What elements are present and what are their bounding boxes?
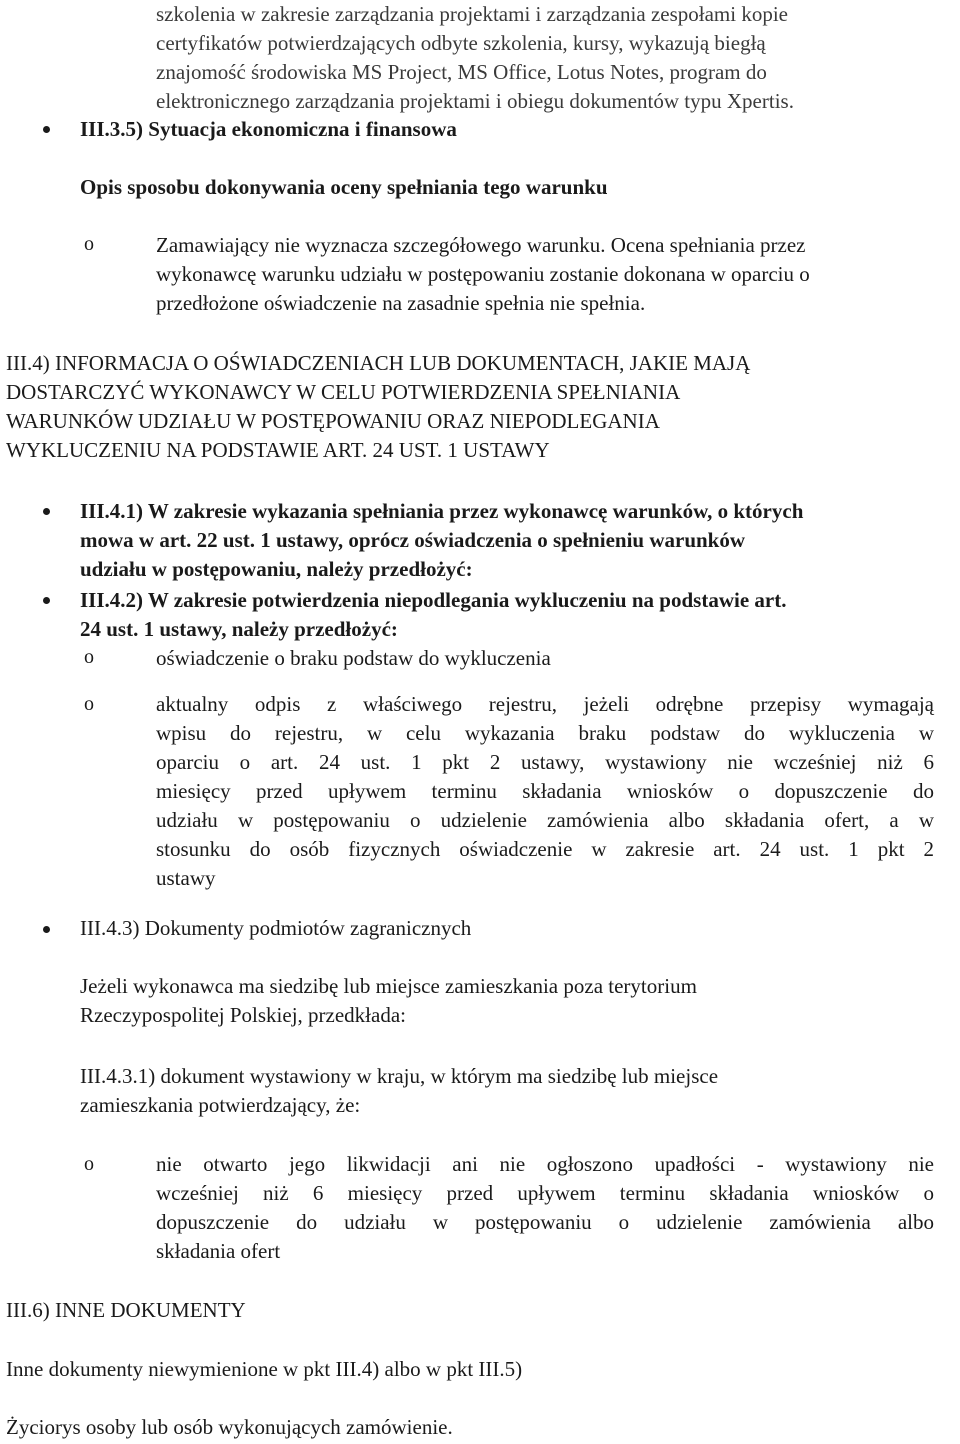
- section-subheading: Opis sposobu dokonywania oceny spełniania tego warunku: [80, 175, 608, 199]
- para-line: 24 ust. 1 ustawy, należy przedłożyć:: [80, 617, 398, 641]
- para-line: zamieszkania potwierdzający, że:: [80, 1093, 361, 1117]
- section-III-3-5-item: [156, 231, 936, 318]
- heading-line: WYKLUCZENIU NA PODSTAWIE ART. 24 UST. 1 USTAWY: [6, 438, 550, 462]
- section-III-6-line-1: Inne dokumenty niewymienione w pkt III.4) albo w pkt III.5): [6, 1357, 523, 1381]
- intro-line: szkolenia w zakresie zarządzania projektami i zarządzania zespołami kopie: [156, 2, 788, 26]
- section-III-6-line-2: Życiorys osoby lub osób wykonujących zamówienie.: [6, 1415, 453, 1439]
- item-line: stosunku do osób fizycznych oświadczenie w zakresie art. 24 ust. 1 pkt 2: [156, 837, 934, 861]
- bullet-icon: [43, 597, 50, 604]
- heading-line: DOSTARCZYĆ WYKONAWCY W CELU POTWIERDZENIA SPEŁNIANIA: [6, 380, 681, 404]
- heading-line: WARUNKÓW UDZIAŁU W POSTĘPOWANIU ORAZ NIEPODLEGANIA: [6, 409, 660, 433]
- section-heading-III-4: [6, 349, 960, 465]
- item-line: udziału w postępowaniu o udzielenie zamówienia albo składania ofert, a w: [156, 808, 934, 832]
- p2-item-1: oświadczenie o braku podstaw do wykluczenia: [156, 646, 551, 670]
- bullet-marker: o: [84, 693, 94, 715]
- paragraph-III-4-3-1: [80, 1062, 940, 1120]
- item-line: ustawy: [156, 866, 216, 890]
- bullet-marker: o: [84, 233, 94, 255]
- item-line: aktualny odpis z właściwego rejestru, jeżeli odrębne przepisy wymagają: [156, 692, 934, 716]
- item-line: przedłożone oświadczenie na zasadnie spełnia nie spełnia.: [156, 291, 646, 315]
- section-heading-III-6: III.6) INNE DOKUMENTY: [6, 1298, 246, 1322]
- section-heading-III-3-5: III.3.5) Sytuacja ekonomiczna i finansowa: [80, 117, 457, 141]
- para-line: mowa w art. 22 ust. 1 ustawy, oprócz oświadczenia o spełnieniu warunków: [80, 528, 746, 552]
- para-line: III.4.1) W zakresie wykazania spełniania przez wykonawcę warunków, o których: [80, 499, 804, 523]
- bullet-marker: o: [84, 1153, 94, 1175]
- item-line: nie otwarto jego likwidacji ani nie ogłoszono upadłości - wystawiony nie: [156, 1152, 934, 1176]
- heading-line: III.4) INFORMACJA O OŚWIADCZENIACH LUB DOKUMENTACH, JAKIE MAJĄ: [6, 351, 751, 375]
- bullet-icon: [43, 508, 50, 515]
- para-line: Jeżeli wykonawca ma siedzibę lub miejsce zamieszkania poza terytorium: [80, 974, 697, 998]
- bullet-icon: [43, 126, 50, 133]
- para-line: Rzeczypospolitej Polskiej, przedkłada:: [80, 1003, 406, 1027]
- item-line: wpisu do rejestru, w celu wykazania braku podstaw do wykluczenia w: [156, 721, 934, 745]
- item-line: wcześniej niż 6 miesięcy przed upływem terminu składania wniosków o: [156, 1181, 934, 1205]
- intro-line: certyfikatów potwierdzających odbyte szkolenia, kursy, wykazują biegłą: [156, 31, 766, 55]
- item-line: Zamawiający nie wyznacza szczegółowego warunku. Ocena spełniania przez: [156, 233, 806, 257]
- intro-line: elektronicznego zarządzania projektami i obiegu dokumentów typu Xpertis.: [156, 89, 794, 113]
- p3-1-item: [156, 1150, 934, 1266]
- paragraph-III-4-2: [80, 586, 960, 644]
- p2-item-2: [156, 690, 934, 893]
- paragraph-III-4-3-text: [80, 972, 940, 1030]
- item-line: wykonawcę warunku udziału w postępowaniu zostanie dokonana w oparciu o: [156, 262, 810, 286]
- item-line: dopuszczenie do udziału w postępowaniu o udzielenie zamówienia albo: [156, 1210, 934, 1234]
- paragraph-III-4-1: [80, 497, 960, 584]
- bullet-marker: o: [84, 646, 94, 668]
- item-line: oparciu o art. 24 ust. 1 pkt 2 ustawy, wystawiony nie wcześniej niż 6: [156, 750, 934, 774]
- intro-paragraph: [156, 0, 936, 116]
- bullet-icon: [43, 926, 50, 933]
- intro-line: znajomość środowiska MS Project, MS Office, Lotus Notes, program do: [156, 60, 767, 84]
- para-line: udziału w postępowaniu, należy przedłożyć:: [80, 557, 473, 581]
- para-line: III.4.2) W zakresie potwierdzenia niepodlegania wykluczeniu na podstawie art.: [80, 588, 787, 612]
- paragraph-III-4-3-heading: III.4.3) Dokumenty podmiotów zagranicznych: [80, 916, 472, 940]
- item-line: miesięcy przed upływem terminu składania wniosków o dopuszczenie do: [156, 779, 934, 803]
- para-line: III.4.3.1) dokument wystawiony w kraju, w którym ma siedzibę lub miejsce: [80, 1064, 719, 1088]
- item-line: składania ofert: [156, 1239, 281, 1263]
